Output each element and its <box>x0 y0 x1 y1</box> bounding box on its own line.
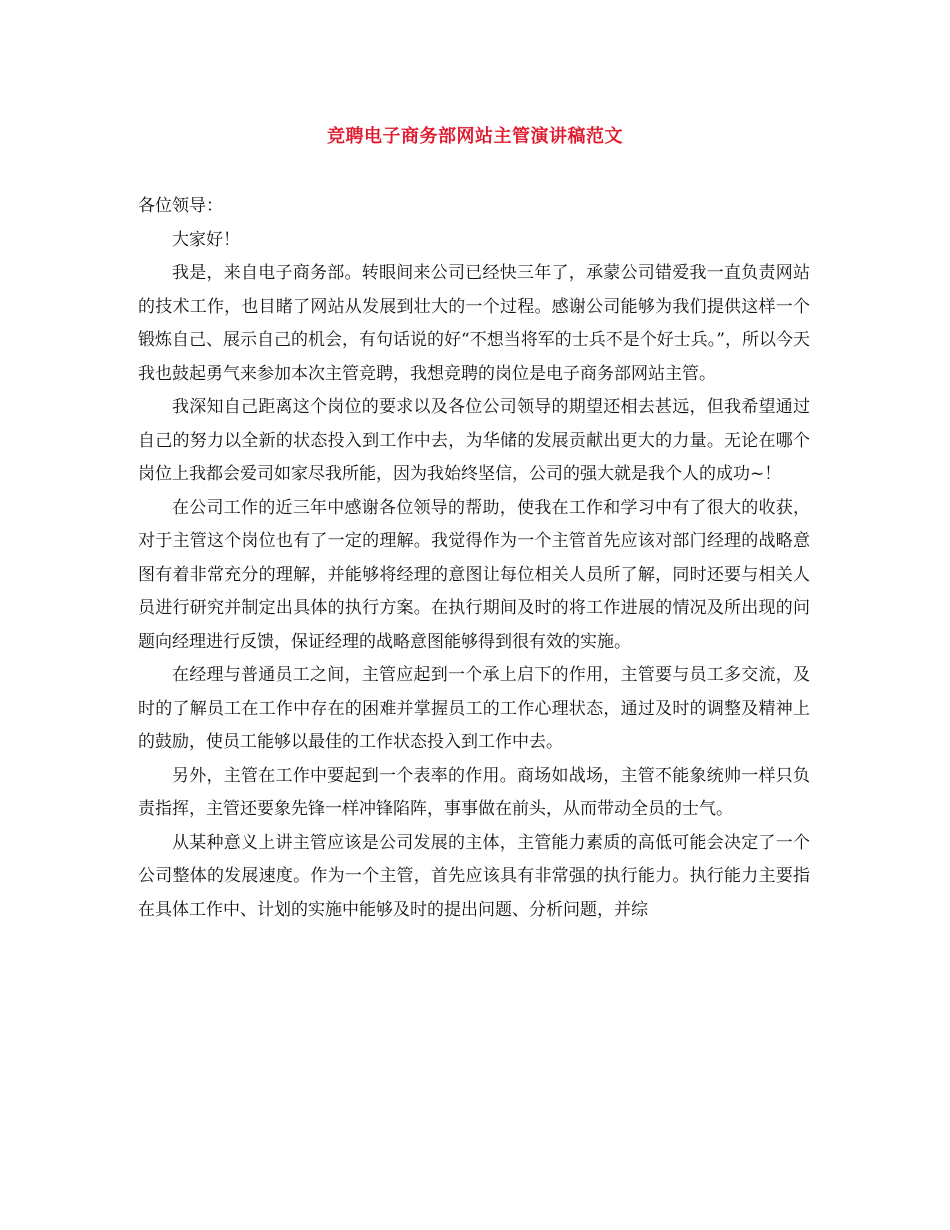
paragraph-commitment: 我深知自己距离这个岗位的要求以及各位公司领导的期望还相去甚远，但我希望通过自己的努力以全新的状态投入到工作中去，为华储的发展贡献出更大的力量。无论在哪个岗位上我都会爱司如家尽我所能，因为我始终坚信，公司的强大就是我个人的成功~！ <box>138 397 810 484</box>
paragraph-understanding: 在公司工作的近三年中感谢各位领导的帮助，使我在工作和学习中有了很大的收获，对于主管这个岗位也有了一定的理解。我觉得作为一个主管首先应该对部门经理的战略意图有着非常充分的理解，并能够将经理的意图让每位相关人员所了解，同时还要与相关人员进行研究并制定出具体的执行方案。在执行期间及时的将工作进展的情况及所出现的问题向经理进行反馈，保证经理的战略意图能够得到很有效的实施。 <box>138 497 810 652</box>
greeting: 大家好！ <box>172 229 240 250</box>
paragraph-leadership: 另外，主管在工作中要起到一个表率的作用。商场如战场，主管不能象统帅一样只负责指挥，主管还要象先锋一样冲锋陷阵，事事做在前头，从而带动全员的士气。 <box>138 765 810 819</box>
paragraph-communication: 在经理与普通员工之间，主管应起到一个承上启下的作用，主管要与员工多交流，及时的了解员工在工作中存在的困难并掌握员工的工作心理状态，通过及时的调整及精神上的鼓励，使员工能够以最佳的工作状态投入到工作中去。 <box>138 665 810 752</box>
salutation: 各位领导： <box>138 196 223 216</box>
document-body <box>138 190 810 927</box>
paragraph-execution: 从某种意义上讲主管应该是公司发展的主体，主管能力素质的高低可能会决定了一个公司整体的发展速度。作为一个主管，首先应该具有非常强的执行能力。执行能力主要指在具体工作中、计划的实施中能够及时的提出问题、分析问题，并综 <box>138 832 810 920</box>
paragraph-introduction: 我是，来自电子商务部。转眼间来公司已经快三年了，承蒙公司错爱我一直负责网站的技术工作，也目睹了网站从发展到壮大的一个过程。感谢公司能够为我们提供这样一个锻炼自己、展示自己的机会，有句话说的好“不想当将军的士兵不是个好士兵。”，所以今天我也鼓起勇气来参加本次主管竞聘，我想竞聘的岗位是电子商务部网站主管。 <box>138 263 810 384</box>
document-title: 竞聘电子商务部网站主管演讲稿范文 <box>327 126 623 147</box>
